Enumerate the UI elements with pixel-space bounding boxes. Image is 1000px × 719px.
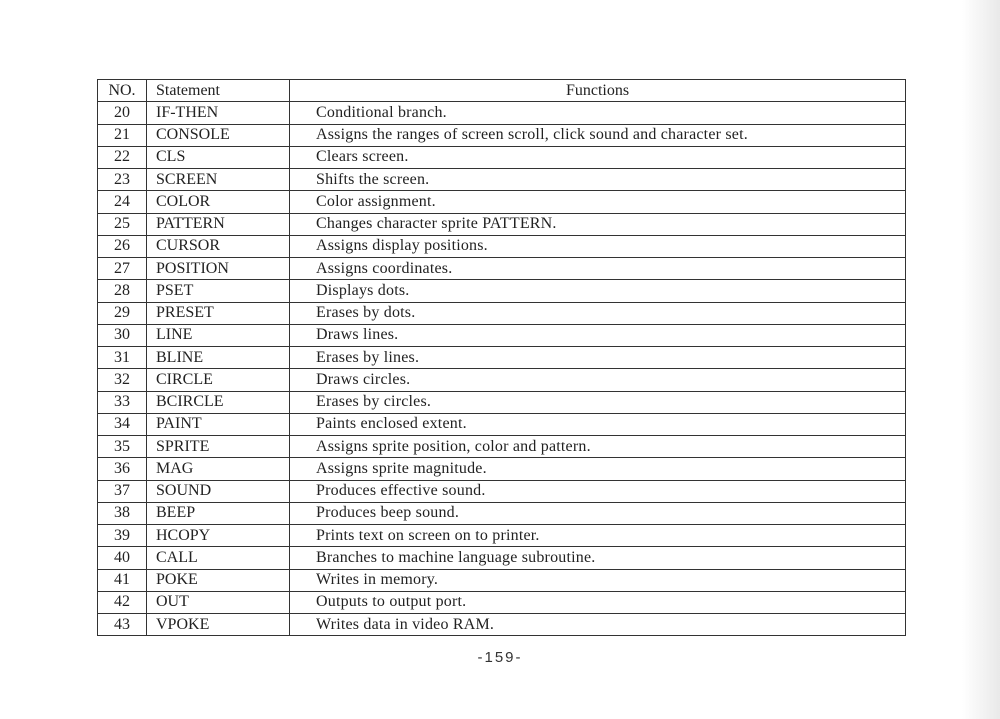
row-number-cell: 37 [98, 480, 147, 502]
row-function-cell: Assigns sprite magnitude. [290, 458, 906, 480]
row-number-cell: 42 [98, 591, 147, 613]
page-edge-shadow [962, 0, 1000, 719]
row-function-cell: Draws lines. [290, 324, 906, 346]
table-row [98, 302, 906, 324]
row-number-cell: 30 [98, 324, 147, 346]
table-row [98, 391, 906, 413]
table-row [98, 280, 906, 302]
row-statement-cell: SCREEN [147, 169, 290, 191]
row-statement-cell: CIRCLE [147, 369, 290, 391]
row-statement-cell: CONSOLE [147, 124, 290, 146]
row-function-cell: Conditional branch. [290, 102, 906, 124]
row-statement-cell: PSET [147, 280, 290, 302]
row-number-cell: 38 [98, 502, 147, 524]
row-statement-cell: HCOPY [147, 525, 290, 547]
row-number-cell: 41 [98, 569, 147, 591]
row-statement-cell: SOUND [147, 480, 290, 502]
row-number-cell: 27 [98, 258, 147, 280]
row-statement-cell: BEEP [147, 502, 290, 524]
row-number-cell: 31 [98, 347, 147, 369]
row-number-cell: 26 [98, 235, 147, 257]
table-row [98, 235, 906, 257]
table-row [98, 436, 906, 458]
row-function-cell: Color assignment. [290, 191, 906, 213]
table-row [98, 324, 906, 346]
row-number-cell: 25 [98, 213, 147, 235]
row-function-cell: Erases by dots. [290, 302, 906, 324]
row-statement-cell: CALL [147, 547, 290, 569]
table-row [98, 413, 906, 435]
row-statement-cell: VPOKE [147, 614, 290, 636]
row-number-cell: 36 [98, 458, 147, 480]
row-function-cell: Branches to machine language subroutine. [290, 547, 906, 569]
row-function-cell: Changes character sprite PATTERN. [290, 213, 906, 235]
row-statement-cell: POSITION [147, 258, 290, 280]
table-body [98, 102, 906, 636]
header-no: NO. [98, 80, 147, 102]
header-statement: Statement [147, 80, 290, 102]
row-number-cell: 33 [98, 391, 147, 413]
row-number-cell: 39 [98, 525, 147, 547]
table-row [98, 369, 906, 391]
row-number-cell: 35 [98, 436, 147, 458]
row-statement-cell: OUT [147, 591, 290, 613]
row-function-cell: Erases by circles. [290, 391, 906, 413]
row-statement-cell: PAINT [147, 413, 290, 435]
table-row [98, 102, 906, 124]
header-functions: Functions [290, 80, 906, 102]
row-function-cell: Assigns coordinates. [290, 258, 906, 280]
row-number-cell: 20 [98, 102, 147, 124]
statement-table [97, 79, 906, 636]
row-function-cell: Displays dots. [290, 280, 906, 302]
row-function-cell: Clears screen. [290, 146, 906, 168]
table-row [98, 547, 906, 569]
row-number-cell: 21 [98, 124, 147, 146]
row-function-cell: Assigns sprite position, color and pattern. [290, 436, 906, 458]
table-row [98, 258, 906, 280]
table-row [98, 458, 906, 480]
row-function-cell: Writes in memory. [290, 569, 906, 591]
table-row [98, 146, 906, 168]
row-statement-cell: PATTERN [147, 213, 290, 235]
row-number-cell: 28 [98, 280, 147, 302]
row-statement-cell: CURSOR [147, 235, 290, 257]
row-number-cell: 32 [98, 369, 147, 391]
row-function-cell: Produces beep sound. [290, 502, 906, 524]
row-function-cell: Draws circles. [290, 369, 906, 391]
row-function-cell: Prints text on screen on to printer. [290, 525, 906, 547]
row-number-cell: 34 [98, 413, 147, 435]
table-row [98, 480, 906, 502]
row-number-cell: 23 [98, 169, 147, 191]
row-function-cell: Assigns display positions. [290, 235, 906, 257]
row-statement-cell: LINE [147, 324, 290, 346]
table-row [98, 569, 906, 591]
row-statement-cell: IF-THEN [147, 102, 290, 124]
row-statement-cell: COLOR [147, 191, 290, 213]
row-statement-cell: BCIRCLE [147, 391, 290, 413]
row-number-cell: 24 [98, 191, 147, 213]
row-number-cell: 22 [98, 146, 147, 168]
row-number-cell: 43 [98, 614, 147, 636]
table-row [98, 502, 906, 524]
row-function-cell: Shifts the screen. [290, 169, 906, 191]
table-header-row [98, 80, 906, 102]
row-number-cell: 40 [98, 547, 147, 569]
row-statement-cell: MAG [147, 458, 290, 480]
row-number-cell: 29 [98, 302, 147, 324]
row-statement-cell: PRESET [147, 302, 290, 324]
row-statement-cell: BLINE [147, 347, 290, 369]
row-statement-cell: SPRITE [147, 436, 290, 458]
table-row [98, 191, 906, 213]
table-row [98, 347, 906, 369]
table-row [98, 591, 906, 613]
row-function-cell: Outputs to output port. [290, 591, 906, 613]
table-row [98, 169, 906, 191]
row-function-cell: Paints enclosed extent. [290, 413, 906, 435]
table-row [98, 525, 906, 547]
row-function-cell: Writes data in video RAM. [290, 614, 906, 636]
table-row [98, 614, 906, 636]
row-function-cell: Erases by lines. [290, 347, 906, 369]
table-row [98, 124, 906, 146]
row-function-cell: Assigns the ranges of screen scroll, click sound and character set. [290, 124, 906, 146]
table-row [98, 213, 906, 235]
row-statement-cell: POKE [147, 569, 290, 591]
row-statement-cell: CLS [147, 146, 290, 168]
row-function-cell: Produces effective sound. [290, 480, 906, 502]
page-number: -159- [477, 649, 523, 666]
